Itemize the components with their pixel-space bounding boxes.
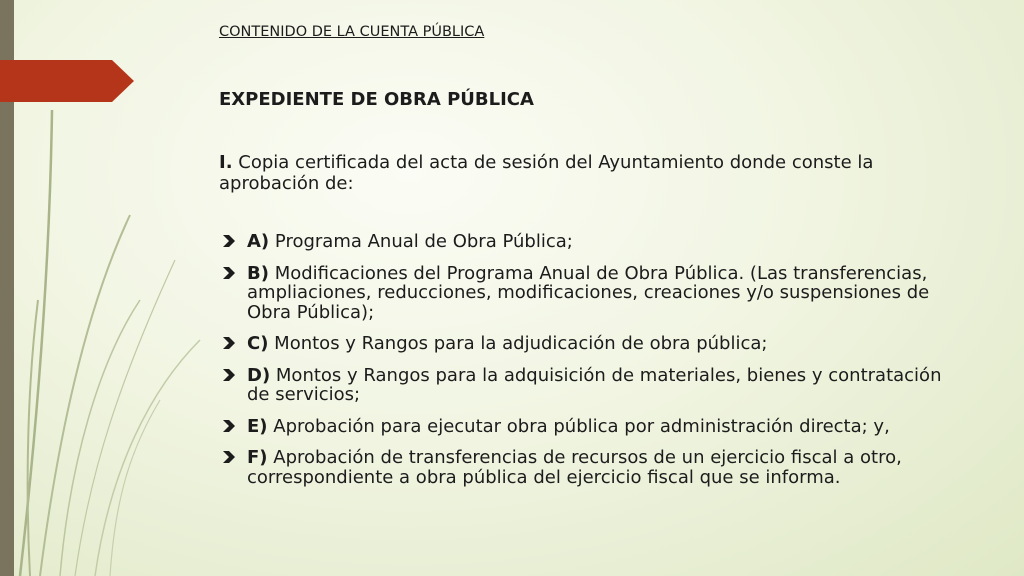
item-list	[219, 232, 959, 499]
item-letter: D)	[247, 364, 271, 386]
item-letter: F)	[247, 447, 268, 468]
arrow-bullet-icon	[221, 233, 237, 249]
header-link[interactable]: CONTENIDO DE LA CUENTA PÚBLICA	[219, 24, 485, 40]
arrow-bullet-icon	[221, 367, 237, 383]
arrow-bullet-icon	[221, 335, 237, 351]
arrow-bullet-icon	[221, 449, 237, 465]
item-text: Montos y Rangos para la adjudicación de obra pública;	[274, 333, 768, 354]
list-item	[219, 334, 959, 354]
list-item	[219, 232, 959, 252]
item-letter: A)	[247, 231, 270, 252]
item-text: Aprobación de transferencias de recursos de un ejercicio fiscal a otro, correspondiente a obra pública del ejercicio fiscal que se informa.	[247, 447, 902, 488]
list-item	[219, 366, 959, 405]
arrow-bullet-icon	[221, 265, 237, 281]
item-text: Aprobación para ejecutar obra pública por administración directa; y,	[273, 415, 890, 437]
intro-text: Copia certificada del acta de sesión del Ayuntamiento donde conste la aprobación de:	[219, 152, 874, 194]
item-letter: B)	[247, 262, 269, 284]
accent-banner	[0, 60, 134, 102]
page-title: EXPEDIENTE DE OBRA PÚBLICA	[219, 89, 534, 110]
arrow-bullet-icon	[221, 418, 237, 434]
intro-paragraph	[219, 152, 919, 194]
item-text: Programa Anual de Obra Pública;	[274, 231, 573, 252]
list-item	[219, 264, 959, 323]
list-item	[219, 448, 959, 487]
item-letter: C)	[247, 333, 269, 354]
intro-numeral: I.	[219, 152, 233, 173]
item-text: Montos y Rangos para la adquisición de materiales, bienes y contratación de servicios;	[247, 364, 942, 405]
item-letter: E)	[247, 415, 268, 437]
item-text: Modificaciones del Programa Anual de Obra Pública. (Las transferencias, ampliaciones, reducciones, modificaciones, creaciones y/o suspensiones de Obra Pública);	[247, 262, 930, 323]
list-item	[219, 417, 959, 437]
